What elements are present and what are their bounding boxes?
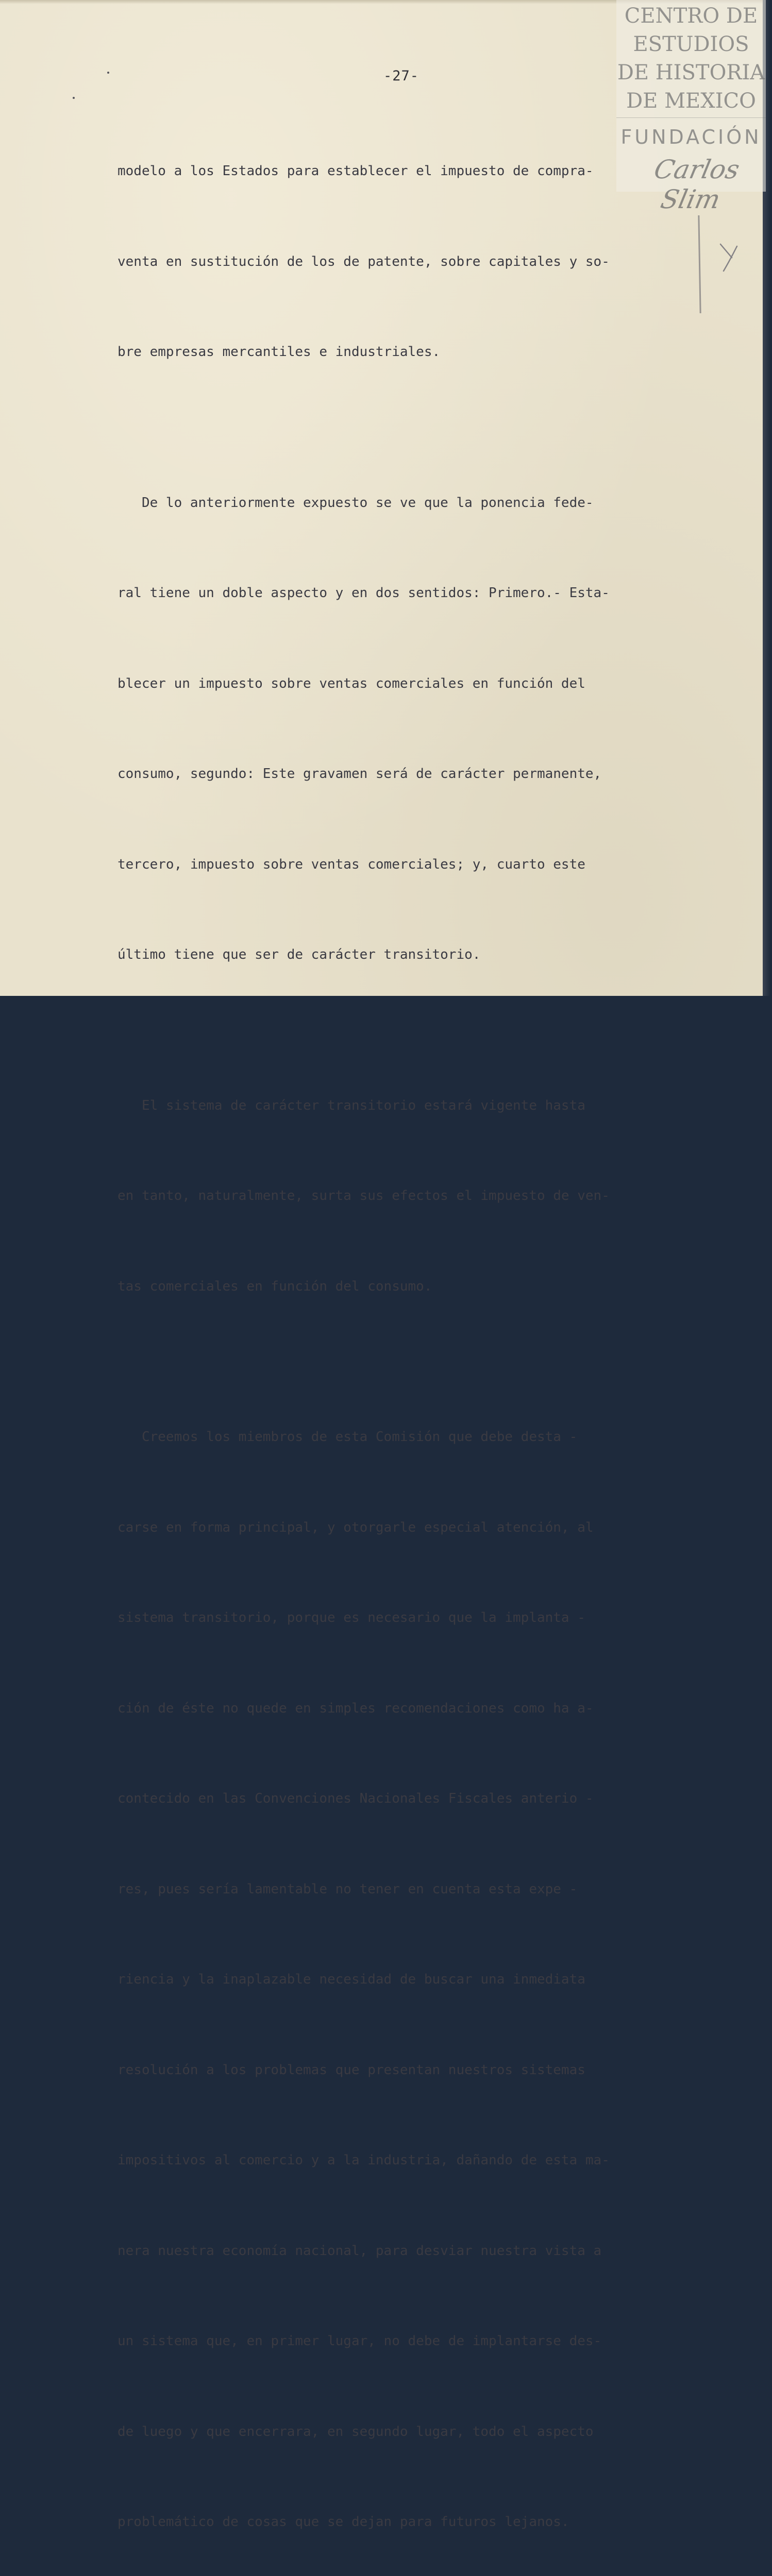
- text-line: De lo anteriormente expuesto se ve que la ponencia fede-: [118, 495, 594, 511]
- text-line: ral tiene un doble aspecto y en dos sentidos: Primero.- Esta-: [118, 585, 610, 601]
- speck-mark: [107, 72, 109, 74]
- watermark-signature: Carlos Slim: [651, 155, 743, 214]
- text-line: impositivos al comercio y a la industria, dañando de esta ma-: [118, 2153, 610, 2168]
- text-line: consumo, segundo: Este gravamen será de carácter permanente,: [118, 766, 602, 782]
- paragraph-1: [118, 96, 690, 428]
- paragraph-2: [118, 428, 690, 1030]
- text-line: nera nuestra economía nacional, para desviar nuestra vista a: [118, 2243, 602, 2259]
- margin-pencil-x-icon: [716, 241, 740, 273]
- text-line: problemático de cosas que se dejan para futuros lejanos.: [118, 2514, 569, 2530]
- text-line: tas comerciales en función del consumo.: [118, 1278, 432, 1294]
- text-line: último tiene que ser de carácter transitorio.: [118, 947, 481, 962]
- watermark-institution: CENTRO DE ESTUDIOS DE HISTORIA DE MEXICO: [617, 4, 765, 113]
- text-line: modelo a los Estados para establecer el impuesto de compra-: [118, 163, 594, 179]
- text-line: un sistema que, en primer lugar, no debe de implantarse des-: [118, 2333, 602, 2349]
- page-number: -27-: [383, 68, 419, 84]
- text-line: contecido en las Convenciones Nacionales Fiscales anterio -: [118, 1791, 594, 1806]
- typed-body-text: [118, 96, 690, 2576]
- paragraph-3: [118, 1030, 690, 1362]
- text-line: res, pues sería lamentable no tener en cuenta esta expe -: [118, 1881, 578, 1897]
- text-line: Creemos los miembros de esta Comisión que debe desta -: [118, 1429, 578, 1445]
- text-line: venta en sustitución de los de patente, sobre capitales y so-: [118, 253, 610, 269]
- text-line: de luego y que encerrara, en segundo lugar, todo el aspecto: [118, 2424, 594, 2439]
- text-line: carse en forma principal, y otorgarle especial atención, al: [118, 1519, 594, 1535]
- text-line: ción de éste no quede en simples recomendaciones como ha a-: [118, 1700, 594, 1716]
- text-line: riencia y la inaplazable necesidad de buscar una inmediata: [118, 1972, 585, 1987]
- text-line: sistema transitorio, porque es necesario que la implanta -: [118, 1610, 585, 1625]
- text-line: tercero, impuesto sobre ventas comerciales; y, cuarto este: [118, 856, 585, 872]
- text-line: en tanto, naturalmente, surta sus efectos el impuesto de ven-: [118, 1188, 610, 1204]
- text-line: El sistema de carácter transitorio estará vigente hasta: [118, 1097, 585, 1113]
- text-line: blecer un impuesto sobre ventas comerciales en función del: [118, 675, 585, 691]
- paragraph-4: [118, 1362, 690, 2576]
- text-line: bre empresas mercantiles e industriales.: [118, 344, 441, 360]
- margin-pencil-bar: [698, 215, 701, 313]
- speck-mark: [73, 97, 75, 99]
- watermark-foundation: FUNDACIÓN: [620, 126, 762, 148]
- text-line: resolución a los problemas que presentan nuestros sistemas: [118, 2062, 585, 2078]
